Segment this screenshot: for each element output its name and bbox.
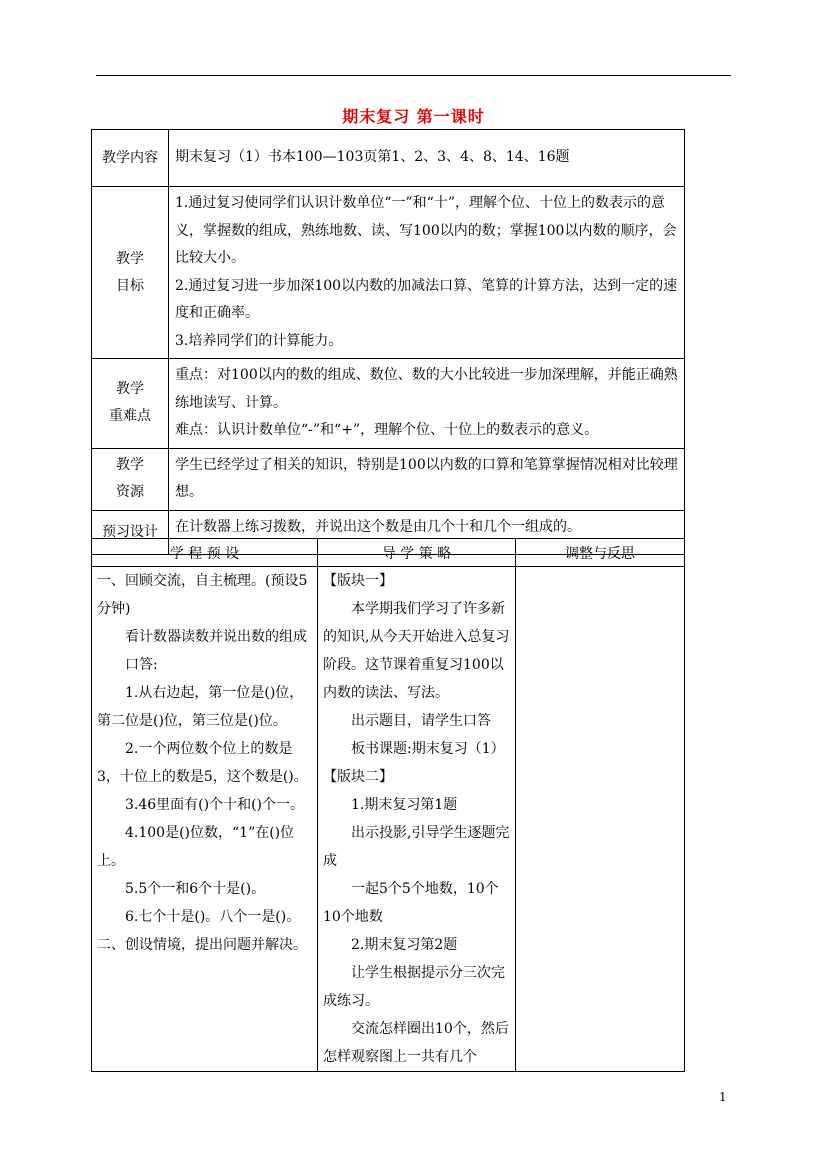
content-text: 期末复习（1）书本100—103页第1、2、3、4、8、14、16题 bbox=[169, 130, 685, 187]
goal-2: 2.通过复习进一步加深100以内数的加减法口算、笔算的计算方法，达到一定的速度和正确率。 bbox=[175, 277, 678, 321]
row-content bbox=[92, 130, 685, 187]
col2-line: 出示投影,引导学生逐题完成 bbox=[323, 825, 510, 869]
label-difficulty: 教学 重难点 bbox=[92, 359, 169, 449]
header-rule bbox=[96, 75, 731, 76]
row-difficulty bbox=[92, 359, 685, 449]
goals-text bbox=[169, 187, 685, 359]
question-4: 4.100是()位数，“1”在()位上。 bbox=[97, 825, 295, 869]
row-goals bbox=[92, 187, 685, 359]
col2-line: 2.期末复习第2题 bbox=[351, 937, 458, 953]
goal-3: 3.培养同学们的计算能力。 bbox=[175, 332, 343, 349]
col2-line: 交流怎样圈出10个，然后怎样观察图上一共有几个 bbox=[323, 1021, 509, 1065]
question-1: 1.从右边起，第一位是()位，第二位是()位，第三位是()位。 bbox=[97, 685, 304, 729]
header-adjust-reflect: 调整与反思 bbox=[516, 539, 685, 567]
section-heading: 二、创设情境，提出问题并解决。 bbox=[97, 937, 307, 953]
question-5: 5.5个一和6个十是()。 bbox=[125, 881, 266, 897]
question-6: 6.七个十是()。八个一是()。 bbox=[125, 909, 301, 925]
col2-line: 出示题目，请学生口答 bbox=[351, 713, 491, 729]
difficulty-text bbox=[169, 359, 685, 449]
label-preview: 预习设计 bbox=[92, 510, 169, 554]
label-content: 教学内容 bbox=[92, 130, 169, 187]
label-goals: 教学 目标 bbox=[92, 187, 169, 359]
goal-1: 1.通过复习使同学们认识计数单位“一”和“十”，理解个位、十位上的数表示的意义，掌握数的组成，熟练地数、读、写100以内的数；掌握100以内数的顺序，会比较大小。 bbox=[175, 195, 677, 266]
difficult-point: 难点：认识计数单位“-”和“+”，理解个位、十位上的数表示的意义。 bbox=[175, 422, 599, 438]
header-guidance-strategy: 导 学 策 略 bbox=[318, 539, 516, 567]
plan-header-row bbox=[92, 539, 685, 567]
col2-line: 板书课题:期末复习（1） bbox=[351, 741, 505, 757]
section-heading: 一、回顾交流，自主梳理。(预设5分钟) bbox=[97, 573, 308, 617]
row-resources bbox=[92, 448, 685, 510]
label-resources: 教学 资源 bbox=[92, 448, 169, 510]
key-point: 重点：对100以内的数的组成、数位、数的大小比较进一步加深理解，并能正确熟练地读写、计算。 bbox=[175, 367, 678, 411]
col2-line: 让学生根据提示分三次完成练习。 bbox=[323, 965, 505, 1009]
adjust-reflect-column bbox=[516, 567, 685, 1072]
col2-line: 本学期我们学习了许多新的知识,从今天开始进入总复习阶段。这节课着重复习100以内数的读法、写法。 bbox=[323, 601, 510, 701]
question-3: 3.46里面有()个十和()个一。 bbox=[125, 797, 305, 813]
col2-line: 1.期末复习第1题 bbox=[351, 797, 458, 813]
lesson-info-table bbox=[91, 129, 685, 555]
header-learning-process: 学 程 预 设 bbox=[92, 539, 318, 567]
lesson-plan-table bbox=[91, 538, 685, 1072]
preview-text: 在计数器上练习拨数，并说出这个数是由几个十和几个一组成的。 bbox=[169, 510, 685, 554]
guidance-strategy-column bbox=[318, 567, 516, 1072]
learning-process-column bbox=[92, 567, 318, 1072]
block-heading: 【版块一】 bbox=[323, 573, 393, 589]
col1-line: 口答: bbox=[125, 657, 158, 673]
document-title: 期末复习 第一课时 bbox=[342, 107, 485, 126]
col1-line: 看计数器读数并说出数的组成 bbox=[125, 629, 307, 645]
col2-line: 一起5个5个地数，10个10个地数 bbox=[323, 881, 499, 925]
question-2: 2.一个两位数个位上的数是3，十位上的数是5，这个数是()。 bbox=[97, 741, 308, 785]
block-heading: 【版块二】 bbox=[323, 769, 393, 785]
resources-text: 学生已经学过了相关的知识，特别是100以内数的口算和笔算掌握情况相对比较理想。 bbox=[169, 448, 685, 510]
page-number: 1 bbox=[719, 1090, 727, 1104]
plan-body-row bbox=[92, 567, 685, 1072]
